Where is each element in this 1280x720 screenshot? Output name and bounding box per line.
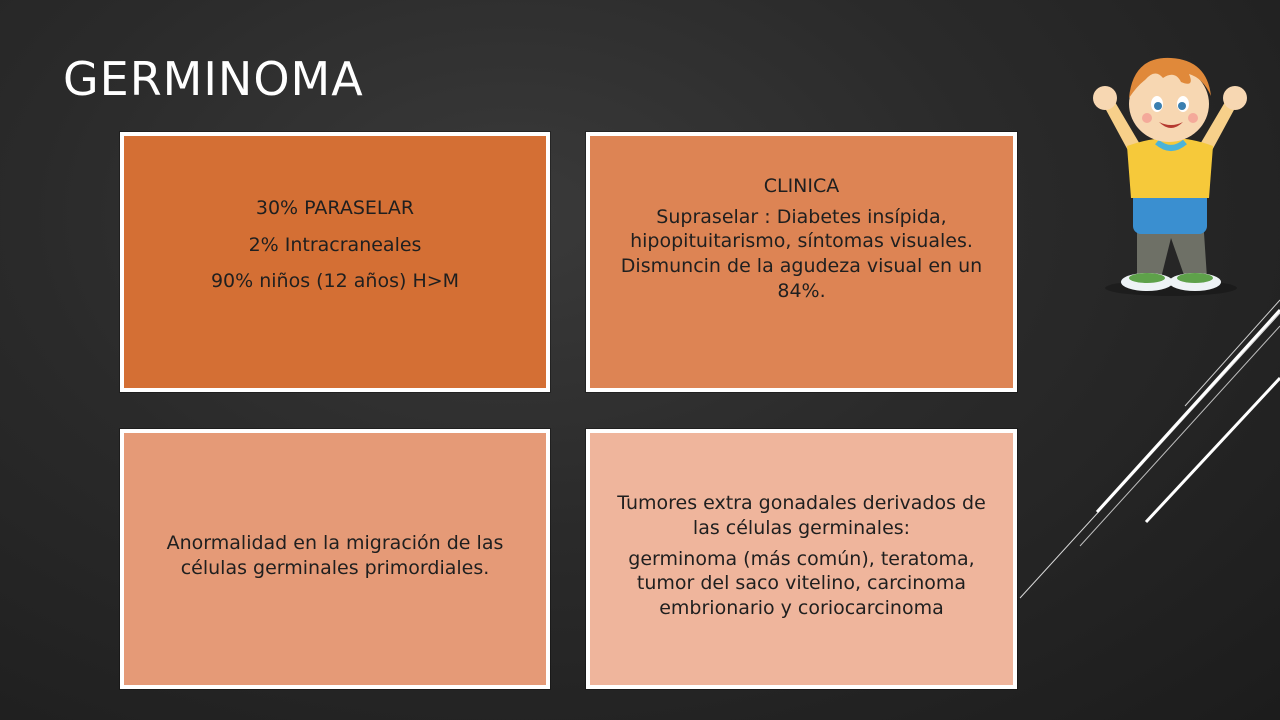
tumor-types-heading: Tumores extra gonadales derivados de las células germinales: bbox=[617, 492, 986, 539]
stat-paraselar: 30% PARASELAR bbox=[255, 197, 415, 219]
slide-title: GERMINOMA bbox=[63, 52, 364, 106]
tumor-types-body: germinoma (más común), teratoma, tumor del saco vitelino, carcinoma embrionario y coriocarcinoma bbox=[628, 547, 975, 620]
stats-box bbox=[120, 132, 550, 392]
cartoon-boy-image bbox=[1085, 38, 1255, 300]
stat-intracraneales: 2% Intracraneales bbox=[248, 233, 422, 256]
clinica-heading: CLINICA bbox=[763, 175, 840, 197]
clinica-body: Supraselar : Diabetes insípida, hipopituitarismo, síntomas visuales. Dismuncin de la agudeza visual en un 84%. bbox=[620, 205, 983, 302]
clinica-box bbox=[586, 132, 1017, 392]
origin-box bbox=[120, 429, 550, 689]
tumor-types-box bbox=[586, 429, 1017, 689]
origin-body: Anormalidad en la migración de las células germinales primordiales. bbox=[166, 532, 504, 579]
stat-ninos: 90% niños (12 años) H>M bbox=[210, 270, 460, 293]
